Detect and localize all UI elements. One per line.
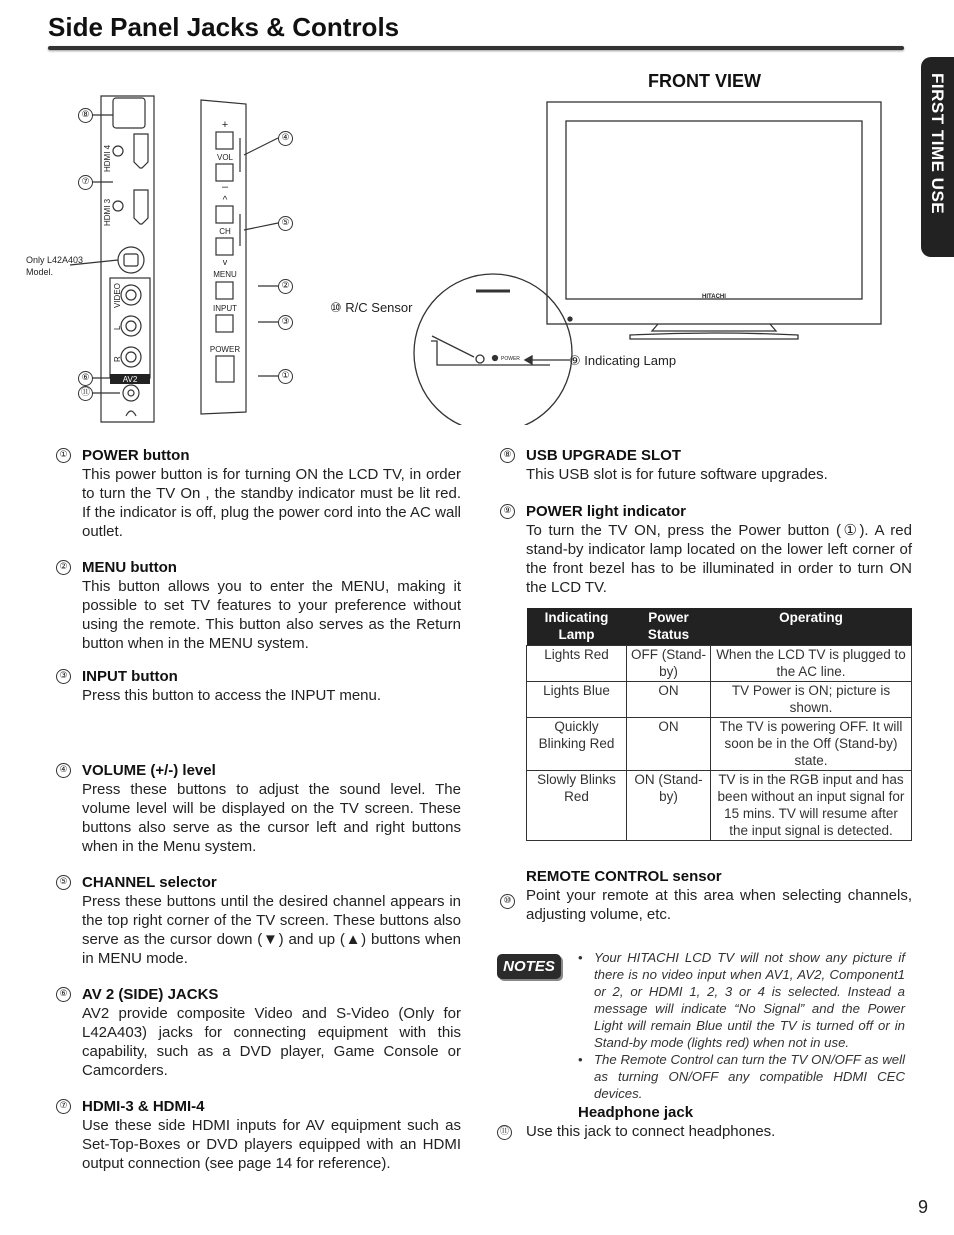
item-text: AV2 provide composite Video and S-Video (Only for L42A403) jacks for connecting equipment with this capability, such as a DVD player, Game Console or Camcorders.: [82, 1005, 461, 1079]
item-text: Use these side HDMI inputs for AV equipment such as Set-Top-Boxes or DVD players equipped with an HDMI output connection (see page 14 for reference).: [82, 1117, 461, 1172]
page-number: 9: [918, 1197, 929, 1217]
zoom-circle: [414, 274, 572, 425]
table-header-row: [527, 608, 912, 646]
callout-7: ⑦: [78, 175, 93, 190]
svg-text:^: ^: [222, 195, 228, 206]
item-title: INPUT button: [82, 668, 178, 685]
callout-4: ④: [278, 131, 293, 146]
vol-plus-button: [216, 132, 233, 149]
table-cell: OFF (Stand-by): [627, 646, 711, 682]
callout-3: ③: [278, 315, 293, 330]
hdmi4-port: [134, 134, 148, 168]
svg-text:INPUT: INPUT: [213, 304, 237, 313]
item-text: To turn the TV ON, press the Power button (①). A red stand-by indicator lamp located on the lower left corner of the front bezel has to be illuminated in order to turn ON the LCD TV.: [526, 522, 912, 596]
headphone-num: ⑪: [497, 1125, 512, 1140]
item-title: POWER button: [82, 447, 190, 464]
note-item: • Your HITACHI LCD TV will not show any picture if there is no video input when AV1, AV2, Component1 or 2, or HDMI 1, 2, 3 or 4 is selected. Instead a message will indicate “No Signal” and the Power Light will remain Blue until the TV is turned off or in Stand-by mode (lights red) when not in use.: [576, 949, 905, 1051]
hdmi3-led: [113, 201, 123, 211]
video-jack: [121, 285, 141, 305]
front-view-label: FRONT VIEW: [648, 71, 761, 91]
item-power-button: ① POWER button This power button is for turning ON the LCD TV, in order to turn the TV On , the standby indicator must be lit red. If the indicator is off, plug the power cord into the AC wall outlet.: [82, 446, 461, 541]
table-cell: TV is in the RGB input and has been without an input signal for 15 mins. TV will resume after the input signal is detected.: [711, 771, 912, 841]
status-table: [526, 608, 912, 841]
item-title: HDMI-3 & HDMI-4: [82, 1098, 205, 1115]
item-menu-button: ② MENU button This button allows you to enter the MENU, making it possible to set TV features to your preference without using the remote. This button also serves as the Return button when in the MENU system.: [82, 558, 461, 653]
callout-5: ⑤: [278, 216, 293, 231]
bezel-power-text: POWER: [501, 356, 520, 362]
hdmi4-label: HDMI 4: [103, 144, 112, 172]
item-text: This button allows you to enter the MENU, making it possible to set TV features to your preference without using the remote. This button also serves as the Return button when in the MENU system.: [82, 578, 461, 652]
svg-text:MENU: MENU: [213, 270, 237, 279]
table-cell: ON: [627, 682, 711, 718]
item-channel: ⑤ CHANNEL selector Press these buttons until the desired channel appears in the top right corner of the TV screen. These buttons also serve as the cursor down (▼) and up (▲) buttons when in MENU mode.: [82, 873, 461, 968]
svg-text:VOL: VOL: [216, 153, 234, 162]
item-title: VOLUME (+/-) level: [82, 762, 216, 779]
brand-label: HITACHI: [702, 294, 726, 300]
section-tab-label: FIRST TIME USE: [928, 73, 947, 215]
item-text: This USB slot is for future software upgrades.: [526, 466, 828, 483]
item-title: CHANNEL selector: [82, 874, 217, 891]
indicating-lamp-callout: [569, 353, 676, 369]
tv-stand-neck: [652, 324, 776, 331]
callout-6: ⑥: [78, 371, 93, 386]
item-text: Press these buttons to adjust the sound level. The volume level will be displayed on the TV screen. These buttons also serve as the cursor left and right buttons when in the Menu system.: [82, 781, 461, 855]
table-row: [527, 682, 912, 718]
table-cell: TV Power is ON; picture is shown.: [711, 682, 912, 718]
note-item: • The Remote Control can turn the TV ON/OFF as well as turning ON/OFF any compatible HDMI CEC devices.: [576, 1051, 905, 1102]
item-input-button: ③ INPUT button Press this button to access the INPUT menu.: [82, 667, 461, 705]
hdmi3-label: HDMI 3: [103, 198, 112, 226]
svg-text:POWER: POWER: [209, 345, 241, 354]
headphone-title: Headphone jack: [578, 1104, 694, 1121]
page-title: Side Panel Jacks & Controls: [48, 12, 400, 42]
callout-8: ⑧: [78, 108, 93, 123]
table-header: Indicating Lamp: [527, 608, 627, 646]
item-av2: ⑥ AV 2 (SIDE) JACKS AV2 provide composite Video and S-Video (Only for L42A403) jacks for connecting equipment with this capability, such as a DVD player, Game Console or Camcorders.: [82, 985, 461, 1080]
hdmi3-port: [134, 190, 148, 224]
item-power-light: ⑨ POWER light indicator To turn the TV ON, press the Power button (①). A red stand-by indicator lamp located on the lower left corner of the front bezel has to be illuminated in order to turn ON the LCD TV.: [526, 502, 912, 597]
ch-down-button: [216, 238, 233, 255]
rc-sensor-dot: [476, 355, 484, 363]
audio-r-jack: [121, 347, 141, 367]
callout-11: ⑪: [78, 386, 93, 401]
front-view-diagram: [410, 95, 890, 425]
rc-sensor-num: ⑩: [330, 300, 342, 315]
hdmi4-led: [113, 146, 123, 156]
tv-stand-base: [630, 333, 798, 339]
section-tab: [921, 57, 954, 257]
svg-text:–: –: [221, 181, 229, 193]
svg-text:+: +: [221, 119, 229, 131]
headphone-jack: [123, 385, 139, 401]
table-cell: ON (Stand-by): [627, 771, 711, 841]
lamp-label: Indicating Lamp: [584, 353, 677, 368]
tv-bezel: [547, 102, 881, 324]
notes-list: [576, 949, 905, 1102]
av2-label: AV2: [122, 375, 138, 384]
ch-up-button: [216, 206, 233, 223]
item-text: This power button is for turning ON the LCD TV, in order to turn the TV On , the standby indicator must be lit red. If the indicator is off, plug the power cord into the AC wall outlet.: [82, 466, 461, 540]
only-model-note: Only L42A403 Model.: [26, 255, 84, 277]
table-cell: Lights Red: [527, 646, 627, 682]
lamp-num: ⑨: [569, 353, 581, 368]
table-cell: The TV is powering OFF. It will soon be in the Off (Stand-by) state.: [711, 718, 912, 771]
item-text: Point your remote at this area when selecting channels, adjusting volume, etc.: [526, 887, 912, 923]
usb-slot: [113, 98, 145, 128]
rc-sensor-label: R/C Sensor: [345, 300, 413, 315]
menu-button-diagram: [216, 282, 233, 299]
item-title: AV 2 (SIDE) JACKS: [82, 986, 219, 1003]
video-label: VIDEO: [113, 283, 122, 308]
item-remote-sensor: ⑩ REMOTE CONTROL sensor Point your remote at this area when selecting channels, adjusting volume, etc.: [526, 867, 912, 924]
table-row: [527, 646, 912, 682]
item-title: REMOTE CONTROL sensor: [526, 868, 722, 885]
table-header: Operating: [711, 608, 912, 646]
l-label: L: [113, 325, 122, 330]
headphone-text: Use this jack to connect headphones.: [526, 1123, 776, 1140]
table-header: Power Status: [627, 608, 711, 646]
table-cell: Quickly Blinking Red: [527, 718, 627, 771]
callout-1: ①: [278, 369, 293, 384]
title-rule: [48, 46, 904, 50]
table-cell: When the LCD TV is plugged to the AC line.: [711, 646, 912, 682]
tv-screen: [566, 121, 862, 299]
item-text: Press these buttons until the desired channel appears in the top right corner of the TV screen. These buttons also serve as the cursor down (▼) and up (▲) buttons when in MENU mode.: [82, 893, 461, 967]
item-usb: ⑧ USB UPGRADE SLOT This USB slot is for future software upgrades.: [526, 446, 912, 484]
table-cell: Lights Blue: [527, 682, 627, 718]
audio-l-jack: [121, 316, 141, 336]
item-title: MENU button: [82, 559, 177, 576]
table-row: [527, 771, 912, 841]
item-title: POWER light indicator: [526, 503, 686, 520]
callout-2: ②: [278, 279, 293, 294]
item-text: Press this button to access the INPUT menu.: [82, 687, 382, 704]
table-cell: Slowly Blinks Red: [527, 771, 627, 841]
svg-text:v: v: [222, 257, 228, 267]
input-button-diagram: [216, 315, 233, 332]
item-volume: ④ VOLUME (+/-) level Press these buttons to adjust the sound level. The volume level will be displayed on the TV screen. These buttons also serve as the cursor left and right buttons when in the Menu system.: [82, 761, 461, 856]
item-hdmi: ⑦ HDMI-3 & HDMI-4 Use these side HDMI inputs for AV equipment such as Set-Top-Boxes or DVD players equipped with an HDMI output connection (see page 14 for reference).: [82, 1097, 461, 1173]
r-label: R: [113, 356, 122, 362]
svideo-port: [118, 247, 144, 273]
notes-badge: NOTES: [497, 954, 561, 979]
power-button-diagram: [216, 356, 234, 382]
svg-text:CH: CH: [219, 227, 231, 236]
rc-sensor-callout: [330, 300, 412, 316]
table-row: [527, 718, 912, 771]
table-cell: ON: [627, 718, 711, 771]
vol-minus-button: [216, 164, 233, 181]
item-title: USB UPGRADE SLOT: [526, 447, 682, 464]
